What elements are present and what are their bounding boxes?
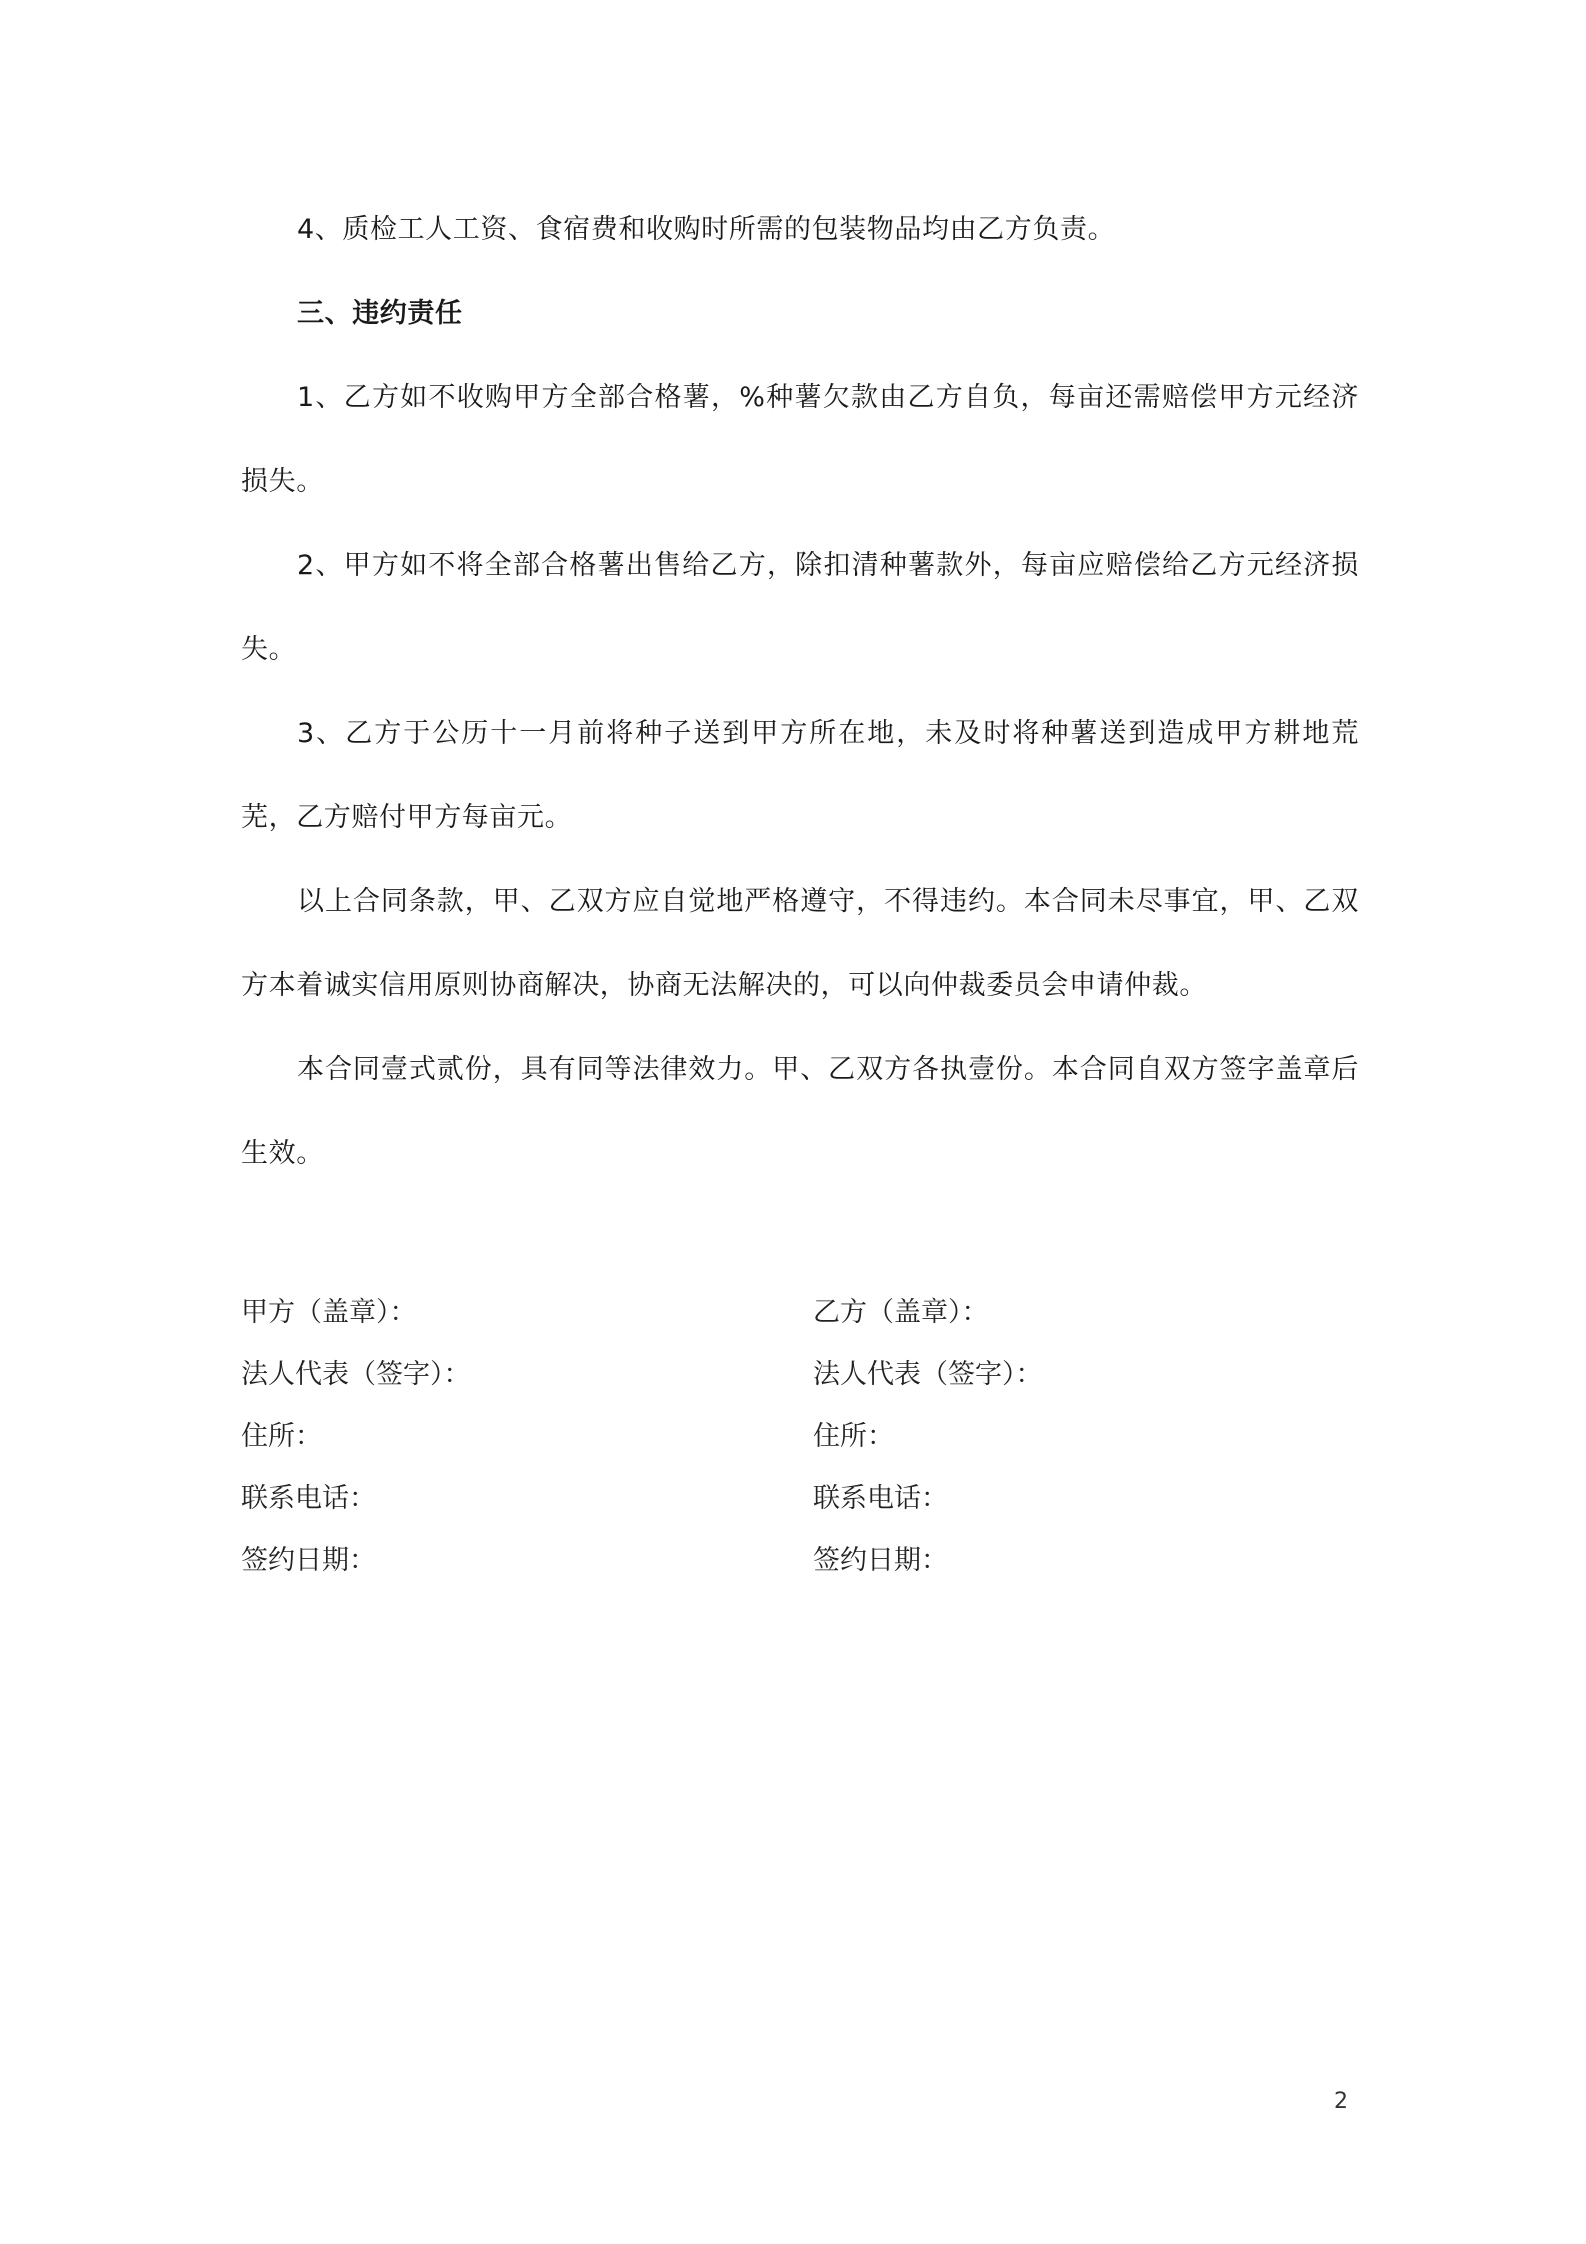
party-a-legal-rep-label: 法人代表（签字）： bbox=[241, 1359, 471, 1390]
party-a-date-label: 签约日期： bbox=[241, 1545, 376, 1576]
party-b-date-label: 签约日期： bbox=[813, 1545, 948, 1576]
clause-compliance: 以上合同条款，甲、乙双方应自觉地严格遵守，不得违约。本合同未尽事宜，甲、乙双方本着诚实信用原则协商解决，协商无法解决的，可以向仲裁委员会申请仲裁。 bbox=[241, 886, 1359, 1001]
clause-4-packaging: 4、质检工人工资、食宿费和收购时所需的包装物品均由乙方负责。 bbox=[297, 214, 1116, 245]
clause-2-party-a-breach: 2、甲方如不将全部合格薯出售给乙方，除扣清种薯款外，每亩应赔偿给乙方元经济损失。 bbox=[241, 550, 1359, 665]
party-a-seal-label: 甲方（盖章）： bbox=[241, 1297, 417, 1328]
clause-1-party-b-breach: 1、乙方如不收购甲方全部合格薯，%种薯欠款由乙方自负，每亩还需赔偿甲方元经济损失。 bbox=[241, 382, 1359, 497]
page-number: 2 bbox=[1334, 2089, 1348, 2114]
party-b-seal-label: 乙方（盖章）： bbox=[813, 1297, 989, 1328]
party-b-legal-rep-label: 法人代表（签字）： bbox=[813, 1359, 1043, 1390]
signature-block-party-b bbox=[813, 1282, 1043, 1592]
clause-copies-effect: 本合同壹式贰份，具有同等法律效力。甲、乙双方各执壹份。本合同自双方签字盖章后生效。 bbox=[241, 1054, 1359, 1169]
party-b-address-label: 住所： bbox=[813, 1421, 894, 1452]
party-b-phone-label: 联系电话： bbox=[813, 1483, 948, 1514]
clause-3-seed-delivery: 3、乙方于公历十一月前将种子送到甲方所在地，未及时将种薯送到造成甲方耕地荒芜，乙方赔付甲方每亩元。 bbox=[241, 718, 1359, 833]
party-a-phone-label: 联系电话： bbox=[241, 1483, 376, 1514]
section-heading-liability: 三、违约责任 bbox=[297, 298, 463, 329]
contract-body bbox=[241, 188, 1359, 1196]
party-a-address-label: 住所： bbox=[241, 1421, 322, 1452]
signature-block-party-a bbox=[241, 1282, 471, 1592]
